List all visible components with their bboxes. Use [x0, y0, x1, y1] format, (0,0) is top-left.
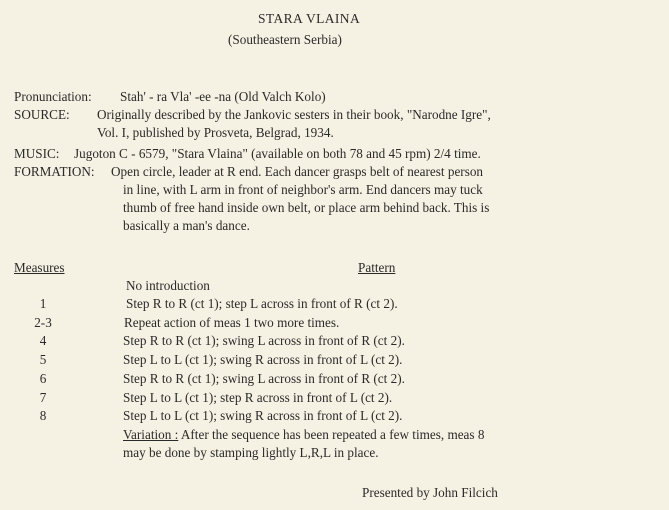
- measure-number: 2-3: [34, 315, 52, 330]
- dance-title: STARA VLAINA: [258, 11, 361, 26]
- pattern-step: Step L to L (ct 1); step R across in front of L (ct 2).: [123, 390, 393, 405]
- measures-header: Measures: [14, 260, 65, 275]
- music-label: MUSIC:: [14, 146, 60, 161]
- pattern-step: Step R to R (ct 1); step L across in front of R (ct 2).: [126, 296, 398, 311]
- pattern-step: Step R to R (ct 1); swing L across in front of R (ct 2).: [123, 371, 405, 386]
- variation-text: After the sequence has been repeated a few times, meas 8: [180, 427, 485, 442]
- variation-line-2: may be done by stamping lightly L,R,L in place.: [123, 445, 379, 460]
- presented-by: Presented by John Filcich: [362, 485, 498, 500]
- variation-label: Variation :: [123, 427, 179, 442]
- pattern-step: Step R to R (ct 1); swing L across in front of R (ct 2).: [123, 333, 405, 348]
- source-line-1: Originally described by the Jankovic sesters in their book, "Narodne Igre",: [97, 107, 491, 122]
- formation-label: FORMATION:: [14, 164, 95, 179]
- source-label: SOURCE:: [14, 107, 70, 122]
- pattern-step: Step L to L (ct 1); swing R across in front of L (ct 2).: [123, 408, 403, 423]
- formation-line-4: basically a man's dance.: [123, 218, 250, 233]
- measure-number: 4: [39, 333, 47, 348]
- pronunciation-label: Pronunciation:: [14, 89, 92, 104]
- formation-line-3: thumb of free hand inside own belt, or place arm behind back. This is: [123, 200, 490, 215]
- measure-number: 1: [39, 296, 47, 311]
- pronunciation-text: Stah' - ra Vla' -ee -na (Old Valch Kolo): [120, 89, 326, 104]
- measure-number: 8: [39, 408, 47, 423]
- no-introduction: No introduction: [126, 278, 210, 293]
- measure-number: 6: [39, 371, 47, 386]
- variation-line-1: [123, 426, 484, 443]
- pattern-step: Repeat action of meas 1 two more times.: [124, 315, 340, 330]
- formation-line-2: in line, with L arm in front of neighbor's arm. End dancers may tuck: [123, 182, 483, 197]
- measure-number: 7: [39, 390, 47, 405]
- region-subtitle: (Southeastern Serbia): [228, 32, 342, 47]
- measure-number: 5: [39, 352, 47, 367]
- source-line-2: Vol. I, published by Prosveta, Belgrad, 1934.: [97, 125, 334, 140]
- pattern-header: Pattern: [358, 260, 396, 275]
- formation-line-1: Open circle, leader at R end. Each dancer grasps belt of nearest person: [111, 164, 484, 179]
- music-text: Jugoton C - 6579, "Stara Vlaina" (available on both 78 and 45 rpm) 2/4 time.: [74, 146, 481, 161]
- pattern-step: Step L to L (ct 1); swing R across in front of L (ct 2).: [123, 352, 403, 367]
